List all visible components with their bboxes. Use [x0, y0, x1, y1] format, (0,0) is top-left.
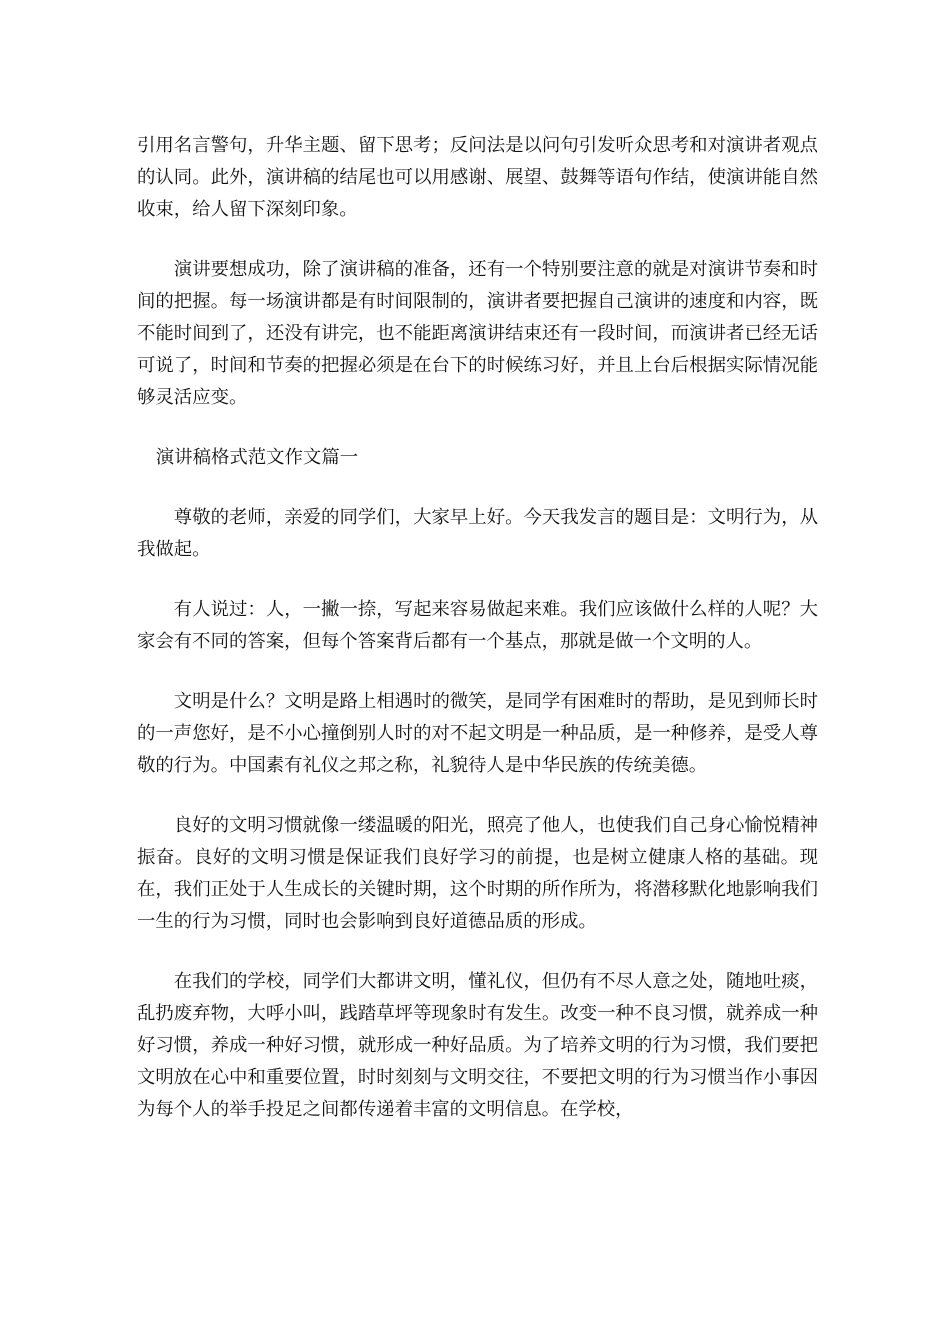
paragraph-rhythm-and-timing: 演讲要想成功，除了演讲稿的准备，还有一个特别要注意的就是对演讲节奏和时间的把握。每一场演讲都是有时间限制的，演讲者要把握自己演讲的速度和内容，既不能时间到了，还没有讲完，也不能距离演讲结束还有一段时间，而演讲者已经无话可说了，时间和节奏的把握必须是在台下的时候练习好，并且上台后根据实际情况能够灵活应变。: [137, 259, 818, 408]
paragraph-what-kind-of-person: 有人说过：人，一撇一捺，写起来容易做起来难。我们应该做什么样的人呢？大家会有不同的答案，但每个答案背后都有一个基点，那就是做一个文明的人。: [137, 599, 818, 652]
paragraph-what-is-civility: 文明是什么？文明是路上相遇时的微笑，是同学有困难时的帮助，是见到师长时的一声您好，是不小心撞倒别人时的对不起文明是一种品质，是一种修养，是受人尊敬的行为。中国素有礼仪之邦之称，礼貌待人是中华民族的传统美德。: [137, 691, 818, 776]
section-heading: 演讲稿格式范文作文篇一: [155, 447, 359, 468]
paragraph-good-habits: 良好的文明习惯就像一缕温暖的阳光，照亮了他人，也使我们自己身心愉悦精神振奋。良好的文明习惯是保证我们良好学习的前提，也是树立健康人格的基础。现在，我们正处于人生成长的关键时期，这个时期的所作所为，将潜移默化地影响我们一生的行为习惯，同时也会影响到良好道德品质的形成。: [137, 815, 818, 932]
paragraph-greeting: 尊敬的老师，亲爱的同学们，大家早上好。今天我发言的题目是：文明行为，从我做起。: [137, 507, 818, 560]
paragraph-school-habits: 在我们的学校，同学们大都讲文明，懂礼仪，但仍有不尽人意之处，随地吐痰，乱扔废弃物，大呼小叫，践踏草坪等现象时有发生。改变一种不良习惯，就养成一种好习惯，养成一种好习惯，就形成一种好品质。为了培养文明的行为习惯，我们要把文明放在心中和重要位置，时时刻刻与文明交往，不要把文明的行为习惯当作小事因为每个人的举手投足之间都传递着丰富的文明信息。在学校，: [137, 971, 818, 1120]
paragraph-conclusion-methods: 引用名言警句，升华主题、留下思考；反问法是以问句引发听众思考和对演讲者观点的认同。此外，演讲稿的结尾也可以用感谢、展望、鼓舞等语句作结，使演讲能自然收束，给人留下深刻印象。: [137, 135, 818, 220]
